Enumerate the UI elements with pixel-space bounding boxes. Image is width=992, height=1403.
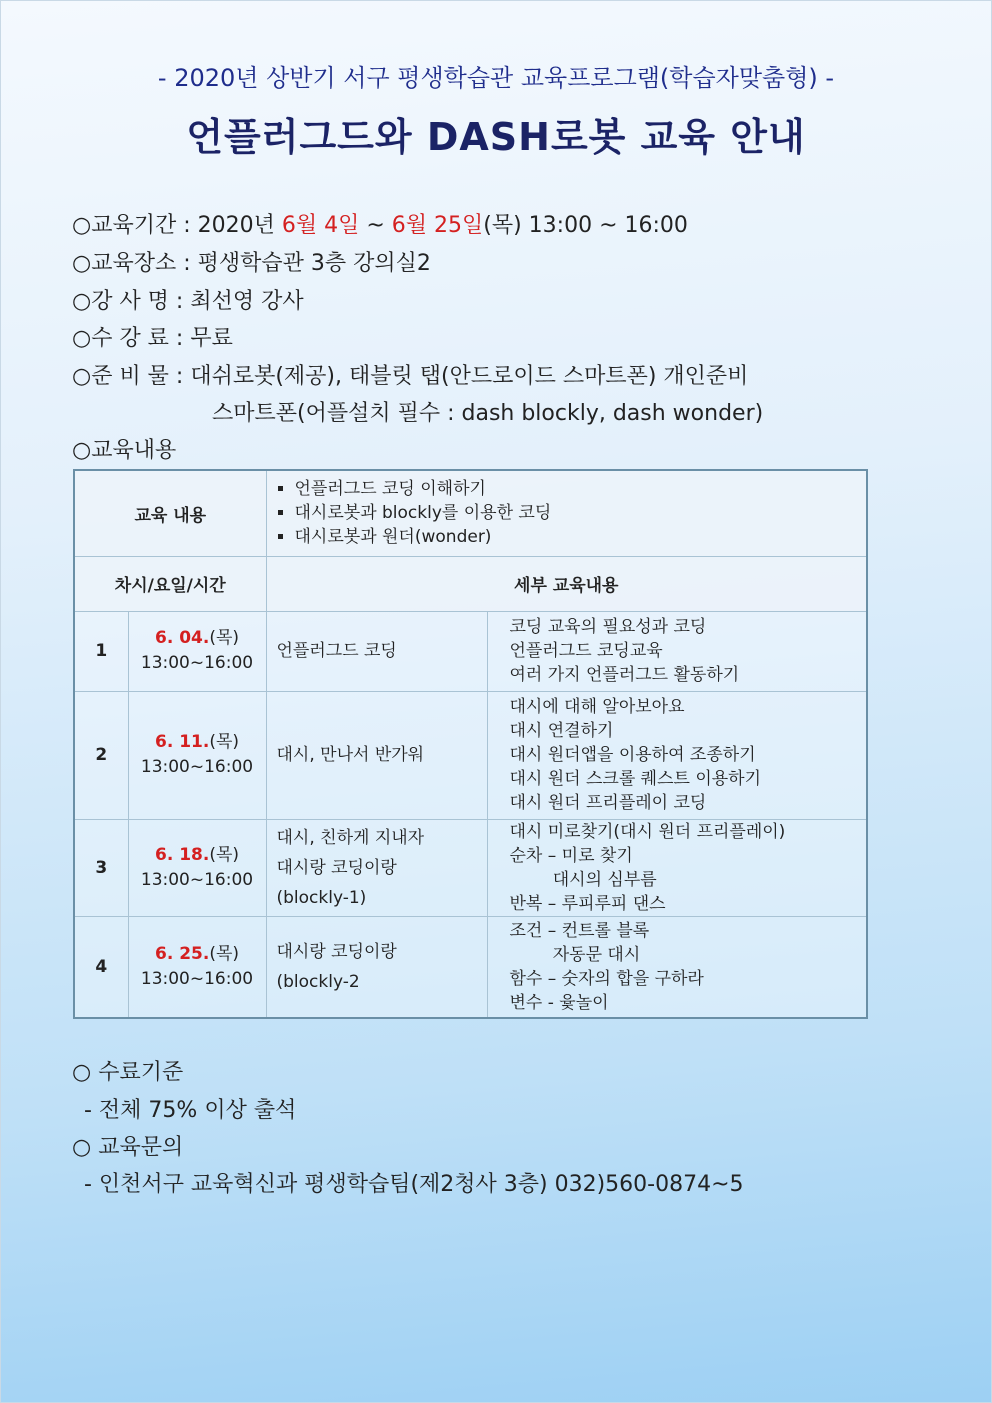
session-theme: 언플러그드 코딩 — [266, 611, 487, 691]
info-materials-2: 스마트폰(어플설치 필수 : dash blockly, dash wonder) — [212, 401, 764, 426]
page-subtitle: - 2020년 상반기 서구 평생학습관 교육프로그램(학습자맞춤형) - — [157, 64, 835, 92]
column-header-row — [74, 556, 867, 611]
col-session-header: 차시/요일/시간 — [74, 556, 266, 611]
topics-list — [277, 477, 867, 549]
session-theme: 대시, 친하게 지내자 대시랑 코딩이랑 (blockly-1) — [266, 819, 487, 916]
table-row — [74, 819, 867, 916]
period-label: ○교육기간 : 2020년 — [72, 213, 282, 238]
session-details: 조건 – 컨트롤 블록 자동문 대시 함수 – 숫자의 합을 구하라 변수 - 윷놀이 — [487, 916, 867, 1018]
period-end: 6월 25일 — [391, 213, 484, 238]
topics-row — [74, 470, 867, 556]
session-details: 대시 미로찾기(대시 원더 프리플레이) 순차 – 미로 찾기 대시의 심부름 반복 – 루피루피 댄스 — [487, 819, 867, 916]
col-detail-header: 세부 교육내용 — [266, 556, 867, 611]
topics-header: 교육 내용 — [74, 470, 266, 556]
session-time: 13:00~16:00 — [140, 968, 254, 989]
session-day: (목) — [209, 628, 239, 648]
schedule-table — [73, 469, 868, 1019]
session-date: 6. 11. — [154, 732, 210, 752]
content-heading: ○교육내용 — [72, 438, 177, 463]
session-details: 대시에 대해 알아보아요 대시 연결하기 대시 원더앱을 이용하여 조종하기 대시 원더 스크롤 퀘스트 이용하기 대시 원더 프리플레이 코딩 — [487, 691, 867, 819]
session-day: (목) — [209, 844, 239, 865]
period-rest: (목) 13:00 ~ 16:00 — [483, 213, 688, 238]
criteria-heading: ○ 수료기준 — [72, 1060, 184, 1085]
session-date-cell — [128, 819, 266, 916]
period-sep: ~ — [359, 213, 392, 238]
session-number: 2 — [74, 691, 128, 819]
criteria-text: - 전체 75% 이상 출석 — [84, 1098, 297, 1123]
period-start: 6월 4일 — [281, 213, 360, 238]
session-date: 6. 04. — [154, 628, 210, 648]
session-day: (목) — [209, 732, 239, 752]
session-time: 13:00~16:00 — [140, 757, 254, 777]
topic-item: ▪ 대시로봇과 원더(wonder) — [295, 525, 867, 549]
session-date: 6. 25. — [154, 943, 210, 964]
session-time: 13:00~16:00 — [140, 653, 254, 673]
session-date: 6. 18. — [154, 844, 210, 865]
info-materials: ○준 비 물 : 대쉬로봇(제공), 태블릿 탭(안드로이드 스마트폰) 개인준비 — [72, 364, 749, 389]
session-date-cell — [128, 916, 266, 1018]
session-number: 3 — [74, 819, 128, 916]
session-number: 4 — [74, 916, 128, 1018]
topic-item: ▪ 대시로봇과 blockly를 이용한 코딩 — [295, 501, 867, 525]
info-fee: ○수 강 료 : 무료 — [72, 326, 233, 351]
table-row — [74, 691, 867, 819]
contact-heading: ○ 교육문의 — [72, 1135, 184, 1160]
session-date-cell — [128, 691, 266, 819]
info-place: ○교육장소 : 평생학습관 3층 강의실2 — [72, 251, 431, 276]
contact-text: - 인천서구 교육혁신과 평생학습팀(제2청사 3층) 032)560-0874~5 — [84, 1172, 744, 1197]
session-theme: 대시랑 코딩이랑 (blockly-2 — [266, 916, 487, 1018]
session-date-cell — [128, 611, 266, 691]
info-period — [72, 208, 688, 239]
session-theme: 대시, 만나서 반가워 — [266, 691, 487, 819]
topics-cell — [266, 470, 867, 556]
session-day: (목) — [209, 943, 239, 964]
topic-item: ▪ 언플러그드 코딩 이해하기 — [295, 477, 867, 501]
session-time: 13:00~16:00 — [140, 869, 254, 890]
page-title: 언플러그드와 DASH로봇 교육 안내 — [186, 115, 806, 159]
session-details: 코딩 교육의 필요성과 코딩 언플러그드 코딩교육 여러 가지 언플러그드 활동하기 — [487, 611, 867, 691]
session-number: 1 — [74, 611, 128, 691]
table-row — [74, 611, 867, 691]
table-row — [74, 916, 867, 1018]
info-instructor: ○강 사 명 : 최선영 강사 — [72, 289, 304, 314]
